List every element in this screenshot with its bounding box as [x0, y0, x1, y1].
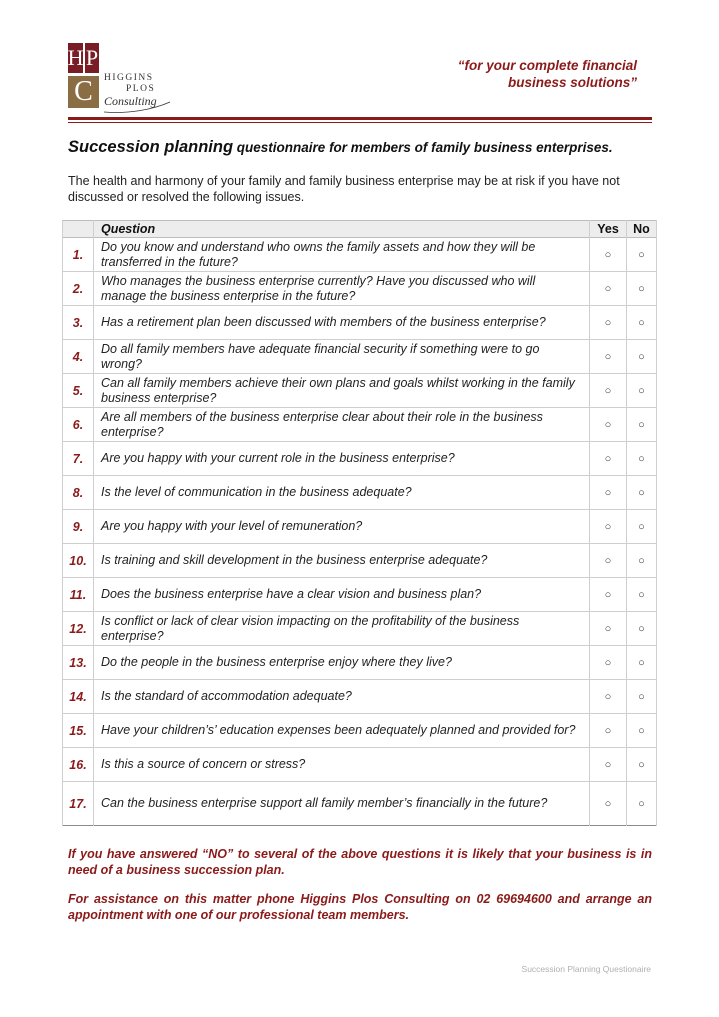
no-radio[interactable]: ○ [627, 442, 657, 476]
question-number: 9. [63, 510, 94, 544]
question-number: 8. [63, 476, 94, 510]
yes-radio[interactable]: ○ [590, 680, 627, 714]
question-text: Is the standard of accommodation adequate? [94, 680, 590, 714]
question-row [63, 544, 657, 578]
question-text: Is this a source of concern or stress? [94, 748, 590, 782]
yes-radio[interactable]: ○ [590, 646, 627, 680]
conclusion-note: If you have answered “NO” to several of the above questions it is likely that your business is in need of a business succession plan. [68, 847, 652, 877]
question-row [63, 238, 657, 272]
yes-radio[interactable]: ○ [590, 748, 627, 782]
question-row [63, 612, 657, 646]
question-number: 13. [63, 646, 94, 680]
no-radio[interactable]: ○ [627, 680, 657, 714]
question-number: 10. [63, 544, 94, 578]
question-text: Can the business enterprise support all family member’s financially in the future? [94, 782, 590, 826]
question-text: Have your children’s’ education expenses been adequately planned and provided for? [94, 714, 590, 748]
question-number: 12. [63, 612, 94, 646]
no-radio[interactable]: ○ [627, 748, 657, 782]
question-row [63, 442, 657, 476]
yes-radio[interactable]: ○ [590, 510, 627, 544]
question-number: 16. [63, 748, 94, 782]
logo-swoosh-icon [102, 98, 172, 114]
no-radio[interactable]: ○ [627, 714, 657, 748]
page-title-lead: Succession planning [68, 138, 234, 156]
no-radio[interactable]: ○ [627, 476, 657, 510]
logo-wordmark-consulting: Consulting [104, 94, 157, 108]
question-row [63, 476, 657, 510]
question-row [63, 408, 657, 442]
tagline-line-2: business solutions” [507, 75, 637, 90]
no-radio[interactable]: ○ [627, 408, 657, 442]
question-number: 1. [63, 238, 94, 272]
no-radio[interactable]: ○ [627, 544, 657, 578]
question-row [63, 578, 657, 612]
question-row [63, 782, 657, 826]
page-title [68, 138, 668, 157]
no-radio[interactable]: ○ [627, 612, 657, 646]
yes-radio[interactable]: ○ [590, 578, 627, 612]
header-question: Question [94, 221, 590, 238]
no-radio[interactable]: ○ [627, 782, 657, 826]
intro-paragraph: The health and harmony of your family and family business enterprise may be at risk if you have not discussed or resolved the following issues. [68, 174, 620, 204]
question-number: 4. [63, 340, 94, 374]
question-text: Are you happy with your level of remuneration? [94, 510, 590, 544]
no-radio[interactable]: ○ [627, 238, 657, 272]
page-footer: Succession Planning Questionaire [521, 964, 651, 974]
no-radio[interactable]: ○ [627, 510, 657, 544]
contact-note: For assistance on this matter phone Higgins Plos Consulting on 02 69694600 and arrange an appointment with one of our professional team members. [68, 892, 652, 922]
no-radio[interactable]: ○ [627, 272, 657, 306]
yes-radio[interactable]: ○ [590, 612, 627, 646]
question-row [63, 306, 657, 340]
yes-radio[interactable]: ○ [590, 306, 627, 340]
question-text: Can all family members achieve their own plans and goals whilst working in the family business enterprise? [94, 374, 590, 408]
question-text: Is training and skill development in the business enterprise adequate? [94, 544, 590, 578]
question-text: Do the people in the business enterprise enjoy where they live? [94, 646, 590, 680]
header-divider-thin [68, 122, 652, 123]
question-text: Is the level of communication in the business adequate? [94, 476, 590, 510]
yes-radio[interactable]: ○ [590, 782, 627, 826]
question-row [63, 272, 657, 306]
yes-radio[interactable]: ○ [590, 476, 627, 510]
yes-radio[interactable]: ○ [590, 374, 627, 408]
question-row [63, 748, 657, 782]
table-header-row [63, 221, 657, 238]
tagline [458, 57, 637, 91]
question-text: Are all members of the business enterprise clear about their role in the business enterprise? [94, 408, 590, 442]
questionnaire-table [62, 220, 657, 826]
no-radio[interactable]: ○ [627, 578, 657, 612]
logo-wordmark-higgins: HIGGINS [104, 73, 154, 83]
yes-radio[interactable]: ○ [590, 544, 627, 578]
yes-radio[interactable]: ○ [590, 442, 627, 476]
question-number: 11. [63, 578, 94, 612]
question-row [63, 680, 657, 714]
question-number: 17. [63, 782, 94, 826]
yes-radio[interactable]: ○ [590, 408, 627, 442]
question-text: Who manages the business enterprise currently? Have you discussed who will manage the business enterprise in the future? [94, 272, 590, 306]
question-text: Are you happy with your current role in the business enterprise? [94, 442, 590, 476]
question-row [63, 340, 657, 374]
question-number: 3. [63, 306, 94, 340]
question-text: Is conflict or lack of clear vision impacting on the profitability of the business enterprise? [94, 612, 590, 646]
yes-radio[interactable]: ○ [590, 238, 627, 272]
yes-radio[interactable]: ○ [590, 340, 627, 374]
question-text: Does the business enterprise have a clear vision and business plan? [94, 578, 590, 612]
question-text: Has a retirement plan been discussed with members of the business enterprise? [94, 306, 590, 340]
question-row [63, 714, 657, 748]
no-radio[interactable]: ○ [627, 374, 657, 408]
question-row [63, 510, 657, 544]
question-number: 6. [63, 408, 94, 442]
question-row [63, 646, 657, 680]
header-yes: Yes [590, 221, 627, 238]
question-row [63, 374, 657, 408]
no-radio[interactable]: ○ [627, 646, 657, 680]
logo-letter-p: P [85, 43, 99, 73]
question-number: 5. [63, 374, 94, 408]
yes-radio[interactable]: ○ [590, 272, 627, 306]
question-text: Do you know and understand who owns the family assets and how they will be transferred in the future? [94, 238, 590, 272]
question-number: 2. [63, 272, 94, 306]
logo-wordmark-plos: PLOS [126, 84, 156, 94]
header-number [63, 221, 94, 238]
tagline-line-1: “for your complete financial [457, 58, 637, 73]
question-number: 15. [63, 714, 94, 748]
logo-letter-h: H [68, 43, 83, 73]
header-no: No [627, 221, 657, 238]
question-number: 14. [63, 680, 94, 714]
question-number: 7. [63, 442, 94, 476]
no-radio[interactable]: ○ [627, 306, 657, 340]
yes-radio[interactable]: ○ [590, 714, 627, 748]
header-divider [68, 117, 652, 120]
question-text: Do all family members have adequate financial security if something were to go wrong? [94, 340, 590, 374]
company-logo [68, 43, 178, 115]
page-title-rest: questionnaire for members of family business enterprises. [233, 140, 613, 155]
no-radio[interactable]: ○ [627, 340, 657, 374]
logo-letter-c: C [68, 76, 99, 108]
